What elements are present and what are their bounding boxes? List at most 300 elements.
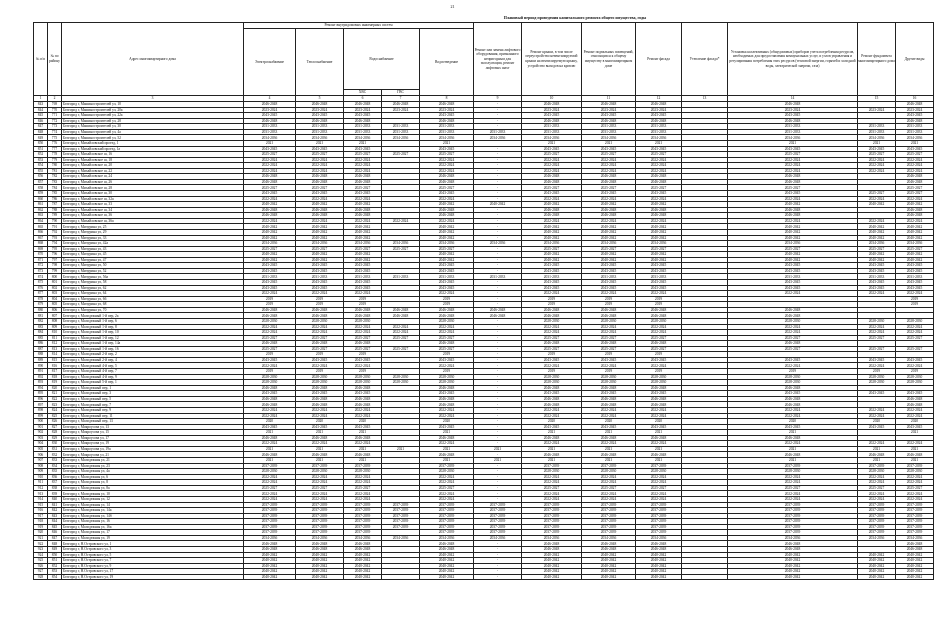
table-cell: 2025-2027: [382, 152, 420, 158]
table-cell: 906: [34, 452, 48, 458]
table-cell: 2022-2024: [420, 168, 474, 174]
table-cell: 2043-2045: [636, 191, 682, 197]
table-cell: 2046-2048: [296, 174, 344, 180]
table-cell: 2040-2042: [858, 574, 896, 580]
table-cell: 2028-2030: [636, 374, 682, 380]
table-cell: 2037-2039: [420, 524, 474, 530]
table-cell: 2025-2027: [636, 335, 682, 341]
table-cell: 2046-2048: [420, 547, 474, 553]
table-cell: 2037-2039: [728, 519, 858, 525]
table-cell: 778: [48, 152, 62, 158]
table-cell: 2040-2042: [296, 558, 344, 564]
table-cell: 2043-2045: [582, 113, 636, 119]
table-cell: 2022-2024: [728, 441, 858, 447]
table-cell: 2037-2039: [582, 502, 636, 508]
table-cell: 2046-2048: [296, 102, 344, 108]
table-cell: 856: [34, 174, 48, 180]
table-cell: 2043-2045: [522, 263, 582, 269]
table-cell: 2034-2036: [896, 241, 934, 247]
table-cell: 2046-2048: [522, 313, 582, 319]
table-cell: 2022-2024: [636, 218, 682, 224]
table-cell: 2021: [296, 140, 344, 146]
table-cell: 2022-2024: [582, 407, 636, 413]
table-cell: -: [474, 480, 522, 486]
table-cell: 2040-2042: [296, 202, 344, 208]
table-cell: 918: [34, 519, 48, 525]
table-cell: 2034-2036: [582, 535, 636, 541]
table-cell: 2043-2045: [582, 191, 636, 197]
table-cell: 2019: [636, 352, 682, 358]
table-cell: 2031-2033: [522, 274, 582, 280]
table-cell: 2046-2048: [522, 118, 582, 124]
table-cell: 2037-2039: [636, 524, 682, 530]
table-cell: 2034-2036: [382, 535, 420, 541]
table-cell: 2046-2048: [522, 174, 582, 180]
table-cell: 2023-2024: [636, 107, 682, 113]
table-cell: 2022-2024: [636, 413, 682, 419]
table-cell: 2046-2048: [896, 402, 934, 408]
table-cell: 2037-2039: [244, 519, 296, 525]
table-cell: 2046-2048: [636, 385, 682, 391]
address-cell: Белгород г, Молодежная ул, 16а: [62, 524, 244, 530]
table-cell: 2022-2024: [344, 496, 382, 502]
page-number: 21: [450, 4, 455, 9]
table-cell: 2021: [582, 446, 636, 452]
table-cell: 2040-2042: [728, 574, 858, 580]
table-cell: 2022-2024: [296, 407, 344, 413]
table-cell: 2025-2027: [244, 335, 296, 341]
table-cell: 2046-2048: [582, 452, 636, 458]
table-cell: 2028-2030: [522, 374, 582, 380]
table-cell: 2046-2048: [522, 307, 582, 313]
table-cell: 2046-2048: [728, 313, 858, 319]
table-cell: 922: [34, 541, 48, 547]
table-cell: 2025-2027: [636, 346, 682, 352]
table-cell: 2031-2033: [420, 129, 474, 135]
table-cell: 2046-2048: [296, 435, 344, 441]
table-cell: -: [474, 118, 522, 124]
table-cell: -: [474, 252, 522, 258]
table-cell: 2025-2027: [858, 485, 896, 491]
table-cell: 2022-2024: [344, 491, 382, 497]
table-cell: 2037-2039: [896, 524, 934, 530]
table-cell: 819: [48, 380, 62, 386]
table-cell: 846: [48, 530, 62, 536]
table-cell: 2043-2045: [522, 357, 582, 363]
table-cell: 908: [34, 463, 48, 469]
address-cell: Белгород г, Н.Островского ул, 5: [62, 552, 244, 558]
table-cell: 2019: [896, 296, 934, 302]
table-cell: 2022-2024: [296, 474, 344, 480]
address-cell: Белгород г, Молодежный пер, 5: [62, 396, 244, 402]
address-cell: Белгород г, Молодежная ул, 14: [62, 502, 244, 508]
table-cell: 2037-2039: [474, 513, 522, 519]
table-cell: 2025-2027: [582, 246, 636, 252]
table-cell: 874: [34, 274, 48, 280]
table-cell: 2043-2045: [420, 391, 474, 397]
table-cell: 869: [34, 246, 48, 252]
table-cell: 2031-2033: [296, 129, 344, 135]
table-cell: -: [474, 435, 522, 441]
table-cell: 2037-2039: [296, 530, 344, 536]
table-cell: 2020: [896, 419, 934, 425]
table-cell: 2022-2024: [728, 168, 858, 174]
table-cell: -: [474, 341, 522, 347]
table-cell: 2028-2030: [636, 469, 682, 475]
table-cell: -: [474, 496, 522, 502]
table-cell: 2046-2048: [244, 213, 296, 219]
column-number: 5: [296, 96, 344, 102]
table-cell: 2043-2045: [296, 357, 344, 363]
address-cell: Белгород г, Михайловское ш, 26: [62, 179, 244, 185]
table-cell: 2040-2042: [522, 563, 582, 569]
table-cell: 803: [48, 291, 62, 297]
table-cell: 921: [34, 535, 48, 541]
table-cell: 2046-2048: [728, 207, 858, 213]
table-cell: 2025-2027: [896, 191, 934, 197]
table-cell: 2022-2024: [344, 218, 382, 224]
address-cell: Белгород г, Молодежный 5-й пер, 1: [62, 380, 244, 386]
table-cell: 2022-2024: [344, 363, 382, 369]
table-cell: 2046-2048: [636, 341, 682, 347]
table-cell: 840: [48, 496, 62, 502]
table-cell: 903: [34, 435, 48, 441]
table-cell: 2040-2042: [636, 224, 682, 230]
address-cell: Белгород г, Молодежный 1-й пер, 16: [62, 346, 244, 352]
table-cell: 2031-2033: [858, 129, 896, 135]
table-cell: 2034-2036: [474, 241, 522, 247]
table-cell: 2040-2042: [728, 224, 858, 230]
column-number: 3: [62, 96, 244, 102]
table-cell: 2040-2042: [636, 558, 682, 564]
table-cell: 2025-2027: [420, 335, 474, 341]
table-cell: 2046-2048: [420, 313, 474, 319]
table-cell: 2040-2042: [636, 202, 682, 208]
table-cell: 2025-2027: [344, 185, 382, 191]
table-cell: 825: [48, 413, 62, 419]
table-cell: 809: [48, 324, 62, 330]
table-cell: 2046-2048: [522, 541, 582, 547]
table-cell: 2023-2024: [382, 107, 420, 113]
table-cell: 916: [34, 508, 48, 514]
table-cell: 2043-2045: [344, 113, 382, 119]
table-cell: 2022-2024: [896, 163, 934, 169]
table-cell: 2040-2042: [896, 202, 934, 208]
table-cell: 2021: [382, 446, 420, 452]
table-cell: 2043-2045: [522, 113, 582, 119]
table-cell: 2025-2027: [728, 185, 858, 191]
table-cell: 2040-2042: [896, 574, 934, 580]
table-cell: 2043-2045: [636, 280, 682, 286]
table-cell: 910: [34, 474, 48, 480]
table-cell: 2034-2036: [858, 241, 896, 247]
table-cell: 813: [48, 346, 62, 352]
table-cell: 2022-2024: [244, 491, 296, 497]
table-cell: 2037-2039: [582, 530, 636, 536]
table-cell: 2031-2033: [382, 124, 420, 130]
table-cell: 919: [34, 524, 48, 530]
table-cell: 2021: [636, 458, 682, 464]
table-cell: 805: [48, 302, 62, 308]
table-cell: 2034-2036: [420, 135, 474, 141]
table-cell: 814: [48, 352, 62, 358]
table-cell: 2043-2045: [728, 280, 858, 286]
table-cell: 830: [48, 441, 62, 447]
table-cell: 881: [34, 313, 48, 319]
table-cell: -: [474, 113, 522, 119]
address-cell: Белгород г, Михайловское ш, 20: [62, 163, 244, 169]
table-cell: 2043-2045: [522, 391, 582, 397]
table-cell: 2037-2039: [728, 508, 858, 514]
table-cell: 2040-2042: [244, 229, 296, 235]
table-cell: 2025-2027: [858, 191, 896, 197]
address-cell: Белгород г, Михайловский проезд, 1: [62, 140, 244, 146]
address-cell: Белгород г, Молодежная ул, 8а: [62, 485, 244, 491]
table-cell: 2028-2030: [582, 380, 636, 386]
table-cell: 780: [48, 163, 62, 169]
table-cell: 2046-2048: [296, 541, 344, 547]
table-cell: 2043-2045: [420, 113, 474, 119]
address-cell: Белгород г, Молодежный пер, 13: [62, 419, 244, 425]
table-cell: 871: [34, 257, 48, 263]
table-cell: 2025-2027: [344, 246, 382, 252]
table-cell: 2031-2033: [582, 274, 636, 280]
table-cell: 2031-2033: [858, 274, 896, 280]
table-cell: 2046-2048: [344, 341, 382, 347]
table-cell: 2025-2027: [420, 152, 474, 158]
table-cell: 2022-2024: [582, 413, 636, 419]
table-cell: 2021: [522, 430, 582, 436]
table-cell: 2022-2024: [858, 480, 896, 486]
header-num-district: № по району: [48, 23, 62, 96]
table-cell: 845: [34, 113, 48, 119]
table-cell: -: [474, 235, 522, 241]
address-cell: Белгород г, Молодежный 1-й пер, 14а: [62, 341, 244, 347]
table-cell: 896: [34, 396, 48, 402]
table-cell: 2037-2039: [636, 502, 682, 508]
column-number: 10: [522, 96, 582, 102]
table-cell: 2040-2042: [420, 558, 474, 564]
table-cell: 2037-2039: [296, 513, 344, 519]
table-cell: 2031-2033: [522, 124, 582, 130]
table-cell: 831: [48, 446, 62, 452]
table-cell: 2046-2048: [344, 207, 382, 213]
table-cell: 2040-2042: [296, 552, 344, 558]
table-cell: 808: [48, 318, 62, 324]
table-cell: 2034-2036: [474, 535, 522, 541]
address-cell: Белгород г, Н.Островского ул, 3: [62, 547, 244, 553]
table-cell: 794: [48, 241, 62, 247]
table-cell: 2043-2045: [636, 285, 682, 291]
table-cell: 2040-2042: [344, 235, 382, 241]
column-number: 9: [474, 96, 522, 102]
table-cell: 2021: [858, 140, 896, 146]
table-cell: 2043-2045: [728, 146, 858, 152]
table-cell: 2037-2039: [728, 530, 858, 536]
table-cell: 2022-2024: [244, 330, 296, 336]
table-cell: 2037-2039: [636, 530, 682, 536]
table-cell: 2028-2030: [858, 374, 896, 380]
table-cell: 2046-2048: [582, 313, 636, 319]
table-cell: 2043-2045: [420, 146, 474, 152]
table-cell: 904: [34, 441, 48, 447]
table-cell: 2037-2039: [728, 463, 858, 469]
table-cell: 2028-2030: [420, 318, 474, 324]
table-cell: 2022-2024: [344, 324, 382, 330]
table-cell: 848: [34, 129, 48, 135]
table-cell: 2040-2042: [896, 224, 934, 230]
address-cell: Белгород г, Михайловское ш, 34: [62, 207, 244, 213]
table-cell: 2025-2027: [896, 335, 934, 341]
table-cell: 2037-2039: [896, 519, 934, 525]
table-cell: 2040-2042: [344, 552, 382, 558]
table-cell: 2021: [896, 446, 934, 452]
address-cell: Белгород г, Мичурина ул, 58: [62, 280, 244, 286]
table-cell: 2037-2039: [858, 513, 896, 519]
table-cell: 2022-2024: [420, 196, 474, 202]
table-cell: 2040-2042: [636, 574, 682, 580]
table-cell: 2046-2048: [244, 541, 296, 547]
table-cell: 852: [48, 563, 62, 569]
table-cell: 927: [34, 569, 48, 575]
table-cell: 2043-2045: [522, 191, 582, 197]
table-cell: -: [474, 369, 522, 375]
table-cell: 2022-2024: [896, 157, 934, 163]
table-cell: 2037-2039: [858, 463, 896, 469]
table-cell: -: [474, 552, 522, 558]
table-cell: 2034-2036: [896, 135, 934, 141]
table-cell: 804: [48, 296, 62, 302]
table-cell: 2037-2039: [344, 502, 382, 508]
table-cell: 2040-2042: [636, 235, 682, 241]
table-cell: 2034-2036: [382, 135, 420, 141]
header-num: № п/п: [34, 23, 48, 96]
table-cell: 2046-2048: [296, 307, 344, 313]
table-cell: 2031-2033: [382, 274, 420, 280]
table-cell: 2034-2036: [896, 535, 934, 541]
table-cell: 2019: [296, 352, 344, 358]
table-cell: 2043-2045: [522, 285, 582, 291]
table-cell: 2034-2036: [344, 535, 382, 541]
address-cell: Белгород г, Машиностроителей ул, 30: [62, 124, 244, 130]
table-cell: 882: [34, 318, 48, 324]
table-cell: 2043-2045: [636, 113, 682, 119]
table-cell: 2028-2030: [896, 318, 934, 324]
table-cell: 2043-2045: [636, 263, 682, 269]
table-cell: 859: [34, 191, 48, 197]
table-cell: 2040-2042: [522, 224, 582, 230]
table-cell: 2019: [522, 296, 582, 302]
table-cell: 789: [48, 213, 62, 219]
table-cell: 2022-2024: [296, 196, 344, 202]
table-cell: -: [474, 152, 522, 158]
table-cell: 2025-2027: [244, 485, 296, 491]
table-cell: 2046-2048: [728, 452, 858, 458]
table-cell: 2043-2045: [858, 280, 896, 286]
document-title: Плановый период проведения капитального ремонта общего имущества, годы: [503, 15, 647, 20]
table-cell: 2043-2045: [420, 191, 474, 197]
table-cell: 2037-2039: [896, 513, 934, 519]
table-cell: 844: [34, 107, 48, 113]
table-cell: 2046-2048: [420, 452, 474, 458]
table-cell: 2046-2048: [522, 385, 582, 391]
table-cell: 2040-2042: [296, 235, 344, 241]
table-cell: 2022-2024: [896, 496, 934, 502]
table-cell: 879: [34, 302, 48, 308]
table-cell: 2046-2048: [244, 396, 296, 402]
table-cell: -: [474, 441, 522, 447]
table-cell: 2040-2042: [420, 252, 474, 258]
table-cell: 845: [48, 524, 62, 530]
table-cell: 2043-2045: [896, 391, 934, 397]
table-cell: 2037-2039: [896, 530, 934, 536]
table-cell: 2022-2024: [522, 441, 582, 447]
table-cell: -: [474, 179, 522, 185]
table-cell: 2043-2045: [244, 391, 296, 397]
table-cell: 2040-2042: [858, 257, 896, 263]
table-cell: 852: [34, 152, 48, 158]
table-cell: 2022-2024: [296, 324, 344, 330]
table-cell: 785: [48, 191, 62, 197]
table-cell: 2031-2033: [522, 129, 582, 135]
table-cell: 2040-2042: [420, 569, 474, 575]
address-cell: Белгород г, Молодежный 4-й пер, 9: [62, 374, 244, 380]
header-drain: Водоотведение: [420, 28, 474, 95]
header-other: Другие виды: [896, 23, 934, 96]
table-cell: 2028-2030: [522, 318, 582, 324]
table-cell: -: [474, 285, 522, 291]
table-cell: -: [474, 218, 522, 224]
table-cell: 2022-2024: [636, 496, 682, 502]
table-cell: 2043-2045: [296, 391, 344, 397]
table-cell: 891: [34, 369, 48, 375]
table-cell: 2025-2027: [582, 185, 636, 191]
table-cell: 873: [34, 268, 48, 274]
table-cell: -: [474, 547, 522, 553]
address-cell: Белгород г, Мичурина ул, 68: [62, 302, 244, 308]
table-cell: 2022-2024: [896, 218, 934, 224]
table-cell: 797: [48, 257, 62, 263]
table-cell: 777: [48, 146, 62, 152]
table-cell: 2037-2039: [522, 508, 582, 514]
table-cell: 905: [34, 446, 48, 452]
table-cell: 2046-2048: [636, 402, 682, 408]
table-cell: 2022-2024: [858, 413, 896, 419]
table-cell: 847: [34, 124, 48, 130]
table-cell: 2043-2045: [296, 191, 344, 197]
table-cell: 2034-2036: [344, 135, 382, 141]
table-cell: 2046-2048: [244, 307, 296, 313]
table-cell: 2028-2030: [858, 469, 896, 475]
table-cell: 2046-2048: [420, 213, 474, 219]
table-cell: 2043-2045: [582, 285, 636, 291]
table-cell: 2040-2042: [344, 574, 382, 580]
table-cell: -: [474, 474, 522, 480]
table-cell: 2046-2048: [582, 385, 636, 391]
table-cell: 917: [34, 513, 48, 519]
table-cell: 2021: [244, 140, 296, 146]
table-cell: 2043-2045: [296, 268, 344, 274]
table-cell: 821: [48, 391, 62, 397]
table-cell: 2043-2045: [582, 280, 636, 286]
address-cell: Белгород г, Мичурина ул, 25: [62, 224, 244, 230]
table-cell: 853: [48, 569, 62, 575]
address-cell: Белгород г, Машиностроителей ул, 22а: [62, 113, 244, 119]
table-cell: 815: [48, 357, 62, 363]
table-cell: 2022-2024: [636, 407, 682, 413]
table-cell: 2022-2024: [244, 157, 296, 163]
table-cell: 2037-2039: [896, 463, 934, 469]
